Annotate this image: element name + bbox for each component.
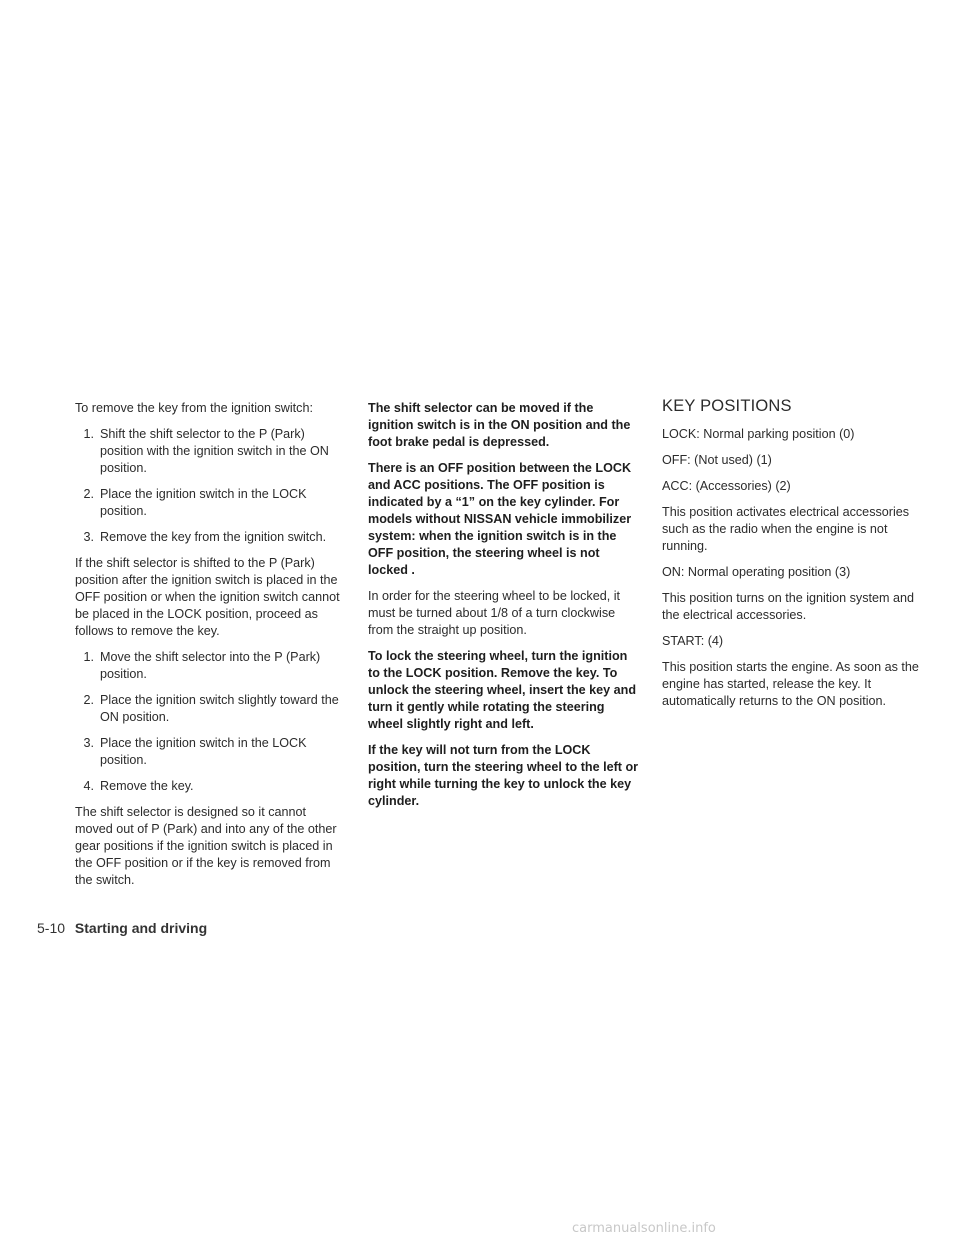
acc-position: ACC: (Accessories) (2) bbox=[662, 479, 791, 493]
list-item bbox=[75, 649, 347, 683]
step-text: Remove the key from the ignition switch. bbox=[100, 530, 327, 544]
step-number: 2. bbox=[83, 487, 94, 501]
list-item bbox=[75, 778, 347, 795]
step-text: Place the ignition switch in the LOCK position. bbox=[100, 736, 307, 767]
step-number: 1. bbox=[83, 650, 94, 664]
shift-selector-note: The shift selector can be moved if the ignition switch is in the ON position and the foot brake pedal is depressed. bbox=[368, 401, 631, 449]
list-item bbox=[75, 735, 347, 769]
start-description: This position starts the engine. As soon as the engine has started, release the key. It automatically returns to the ON position. bbox=[662, 660, 919, 708]
step-text: Place the ignition switch in the LOCK position. bbox=[100, 487, 307, 518]
remove-key-steps bbox=[75, 426, 347, 546]
key-wont-turn-note: If the key will not turn from the LOCK position, turn the steering wheel to the left or right while turning the key to unlock the key cylinder. bbox=[368, 743, 639, 808]
off-position: OFF: (Not used) (1) bbox=[662, 453, 772, 467]
list-item bbox=[75, 426, 347, 477]
step-text: Shift the shift selector to the P (Park) position with the ignition switch in the ON position. bbox=[100, 427, 329, 475]
watermark-text: carmanualsonline.info bbox=[572, 1221, 716, 1236]
list-item bbox=[75, 692, 347, 726]
park-paragraph: If the shift selector is shifted to the P (Park) position after the ignition switch is placed in the OFF position or when the ignition switch cannot be placed in the LOCK position, proceed as follows to remove the key. bbox=[75, 556, 340, 638]
lock-position: LOCK: Normal parking position (0) bbox=[662, 427, 855, 441]
step-text: Move the shift selector into the P (Park) position. bbox=[100, 650, 321, 681]
step-text: Place the ignition switch slightly toward the ON position. bbox=[100, 693, 339, 724]
alternate-steps bbox=[75, 649, 347, 795]
step-number: 4. bbox=[83, 779, 94, 793]
list-item bbox=[75, 529, 347, 546]
on-position: ON: Normal operating position (3) bbox=[662, 565, 851, 579]
step-text: Remove the key. bbox=[100, 779, 194, 793]
step-number: 2. bbox=[83, 693, 94, 707]
page-number: 5-10 bbox=[37, 920, 66, 936]
start-position: START: (4) bbox=[662, 634, 724, 648]
intro-text: To remove the key from the ignition switch: bbox=[75, 401, 313, 415]
middle-column bbox=[368, 400, 640, 819]
right-column bbox=[662, 397, 934, 719]
steering-lock-paragraph: In order for the steering wheel to be locked, it must be turned about 1/8 of a turn clockwise from the straight up position. bbox=[368, 589, 621, 637]
left-column bbox=[75, 400, 347, 898]
list-item bbox=[75, 486, 347, 520]
key-positions-heading: KEY POSITIONS bbox=[662, 397, 792, 415]
off-position-note: There is an OFF position between the LOCK and ACC positions. The OFF position is indicated by a “1” on the key cylinder. For models without NISSAN vehicle immobilizer system: when the ignition switch is in the OFF position, the steering wheel is not locked . bbox=[368, 461, 632, 577]
lock-steering-note: To lock the steering wheel, turn the ignition to the LOCK position. Remove the key. To unlock the steering wheel, insert the key and turn it gently while rotating the steering wheel slightly right and left. bbox=[368, 649, 637, 731]
shift-selector-paragraph: The shift selector is designed so it cannot moved out of P (Park) and into any of the other gear positions if the ignition switch is placed in the OFF position or if the key is removed from the switch. bbox=[75, 805, 337, 887]
page-footer bbox=[37, 919, 207, 937]
step-number: 1. bbox=[83, 427, 94, 441]
section-title: Starting and driving bbox=[74, 920, 208, 936]
step-number: 3. bbox=[83, 736, 94, 750]
on-description: This position turns on the ignition system and the electrical accessories. bbox=[662, 591, 915, 622]
step-number: 3. bbox=[83, 530, 94, 544]
acc-description: This position activates electrical accessories such as the radio when the engine is not running. bbox=[662, 505, 910, 553]
